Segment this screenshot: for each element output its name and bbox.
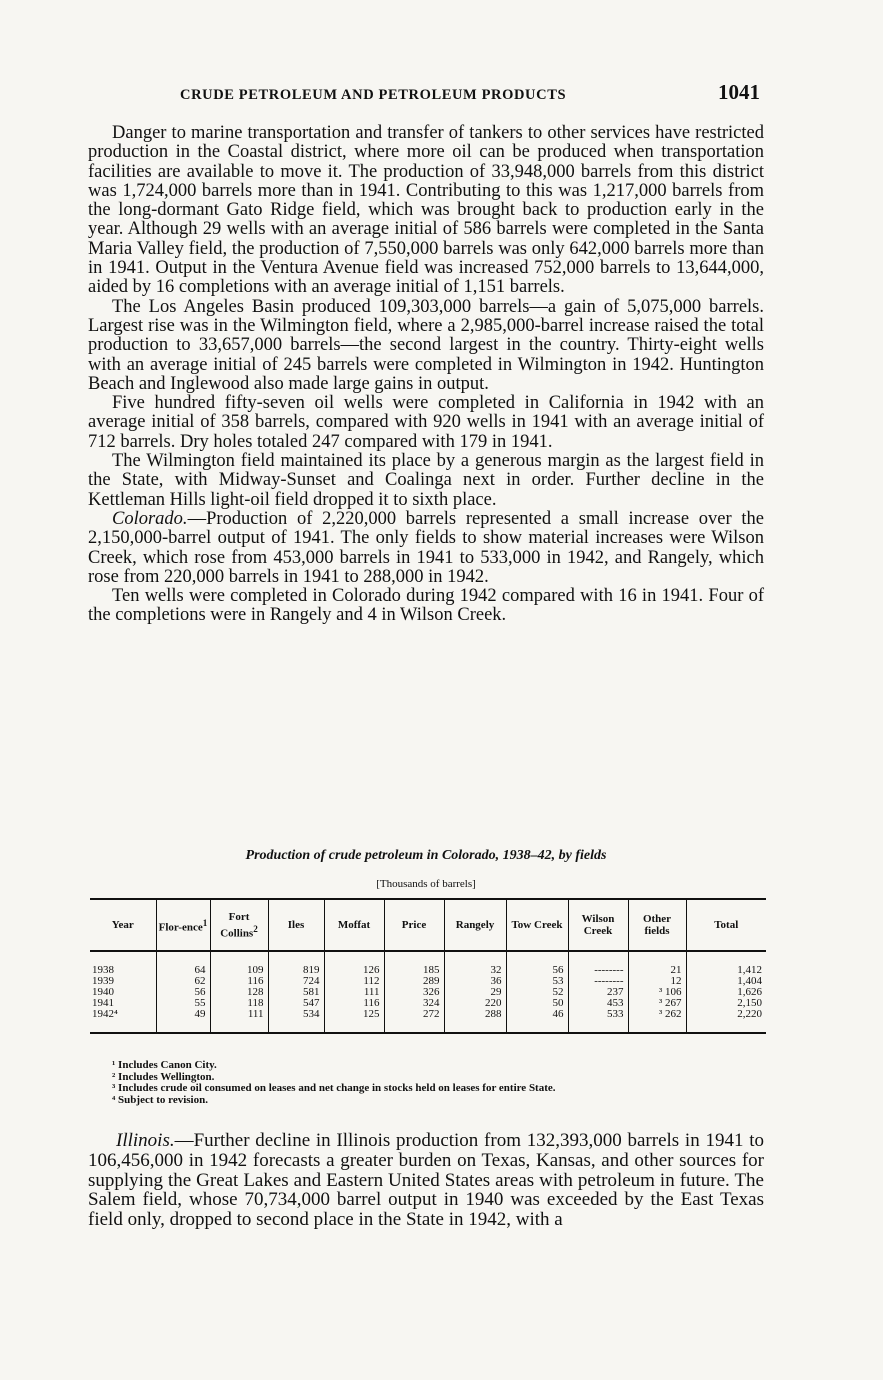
col-header-moffat: Moffat — [324, 899, 384, 951]
footnote: ¹ Includes Canon City. — [112, 1059, 217, 1071]
illinois-section — [88, 1131, 764, 1230]
footnote: ⁴ Subject to revision. — [112, 1093, 208, 1106]
table-row: 1941 55 118 547 116 324 220 50 453 ³ 267 2,150 — [90, 998, 766, 1009]
paragraph-colorado-wells: Ten wells were completed in Colorado during 1942 compared with 16 in 1941. Four of the completions were in Rangely and 4 in Wilson Creek. — [88, 586, 764, 626]
footnote: ² Includes Wellington. — [112, 1070, 215, 1083]
table-unit: [Thousands of barrels] — [376, 878, 476, 890]
paragraph-coastal: Danger to marine transportation and transfer of tankers to other services have restricted production in the Coastal district, where more oil can be produced when transportation facilities are available to move it. The production of 33,948,000 barrels from this district was 1,724,000 barrels more than in 1941. Contributing to this was 1,217,000 barrels from the long-dormant Gato Ridge field, which was brought back to production early in the year. Although 29 wells with an average initial of 586 barrels were completed in the Santa Maria Valley field, the production of 7,550,000 barrels was only 642,000 barrels more than in 1941. Output in the Ventura Avenue field was increased 752,000 barrels to 13,644,000, aided by 16 completions with an average initial of 1,151 barrels. — [88, 123, 764, 298]
footnote: ³ Includes crude oil consumed on leases and net change in stocks held on leases for entire State. — [112, 1082, 556, 1094]
col-header-year: Year — [90, 899, 156, 951]
paragraph-los-angeles: The Los Angeles Basin produced 109,303,000 barrels—a gain of 5,075,000 barrels. Largest rise was in the Wilmington field, where a 2,985,000-barrel increase raised the total production to 33,657,000 barrels—the second largest in the country. Thirty-eight wells with an average initial of 245 barrels were completed in Wilmington in 1942. Huntington Beach and Inglewood also made large gains in output. — [88, 296, 764, 394]
table-row: 1942⁴ 49 111 534 125 272 288 46 533 ³ 262 2,220 — [90, 1009, 766, 1033]
table-row: 1939 62 116 724 112 289 36 53 -------- 12 1,404 — [90, 976, 766, 987]
col-header-other-fields: Other fields — [628, 899, 686, 951]
body-text — [88, 124, 764, 626]
table-row: 1938 64 109 819 126 185 32 56 -------- 21 1,412 — [90, 951, 766, 976]
col-header-price: Price — [384, 899, 444, 951]
page-number: 1041 — [718, 80, 760, 104]
col-header-tow-creek: Tow Creek — [506, 899, 568, 951]
paragraph-colorado: Colorado.—Production of 2,220,000 barrels represented a small increase over the 2,150,000-barrel output of 1941. The only fields to show material increases were Wilson Creek, which rose from 453,000 barrels in 1941 to 533,000 in 1942, and Rangely, which rose from 220,000 barrels in 1941 to 288,000 in 1942. — [88, 508, 764, 587]
paragraph-wilmington: The Wilmington field maintained its place by a generous margin as the largest field in the State, with Midway-Sunset and Coalinga next in order. Further decline in the Kettleman Hills light-oil field dropped it to sixth place. — [88, 451, 764, 510]
running-header — [180, 80, 760, 106]
header-title: CRUDE PETROLEUM AND PETROLEUM PRODUCTS — [180, 87, 567, 103]
col-header-fort-collins: Fort Collins$^2$ — [210, 899, 268, 951]
paragraph-california-wells: Five hundred fifty-seven oil wells were completed in California in 1942 with an average initial of 358 barrels, compared with 920 wells in 1941 with an average initial of 712 barrels. Dry holes totaled 247 compared with 179 in 1941. — [88, 393, 764, 452]
col-header-rangely: Rangely — [444, 899, 506, 951]
paragraph-illinois: Illinois.—Further decline in Illinois production from 132,393,000 barrels in 1941 to 106,456,000 in 1942 forecasts a greater burden on Texas, Kansas, and other sources for supplying the Great Lakes and Eastern United States areas with petroleum in future. The Salem field, whose 70,734,000 barrel output in 1940 was exceeded by the East Texas field only, dropped to second place in the State in 1942, with a — [88, 1130, 764, 1231]
col-header-total: Total — [686, 899, 766, 951]
table-header-row — [90, 899, 766, 951]
col-header-iles: Iles — [268, 899, 324, 951]
table-caption: Production of crude petroleum in Colorado, 1938–42, by fields — [245, 848, 607, 863]
col-header-wilson-creek: Wilson Creek — [568, 899, 628, 951]
table-row: 1940 56 128 581 111 326 29 52 237 ³ 106 1,626 — [90, 987, 766, 998]
production-table — [90, 898, 766, 1034]
col-header-florence: Flor-ence$^1$ — [156, 899, 210, 951]
table-footnotes — [112, 1060, 752, 1106]
